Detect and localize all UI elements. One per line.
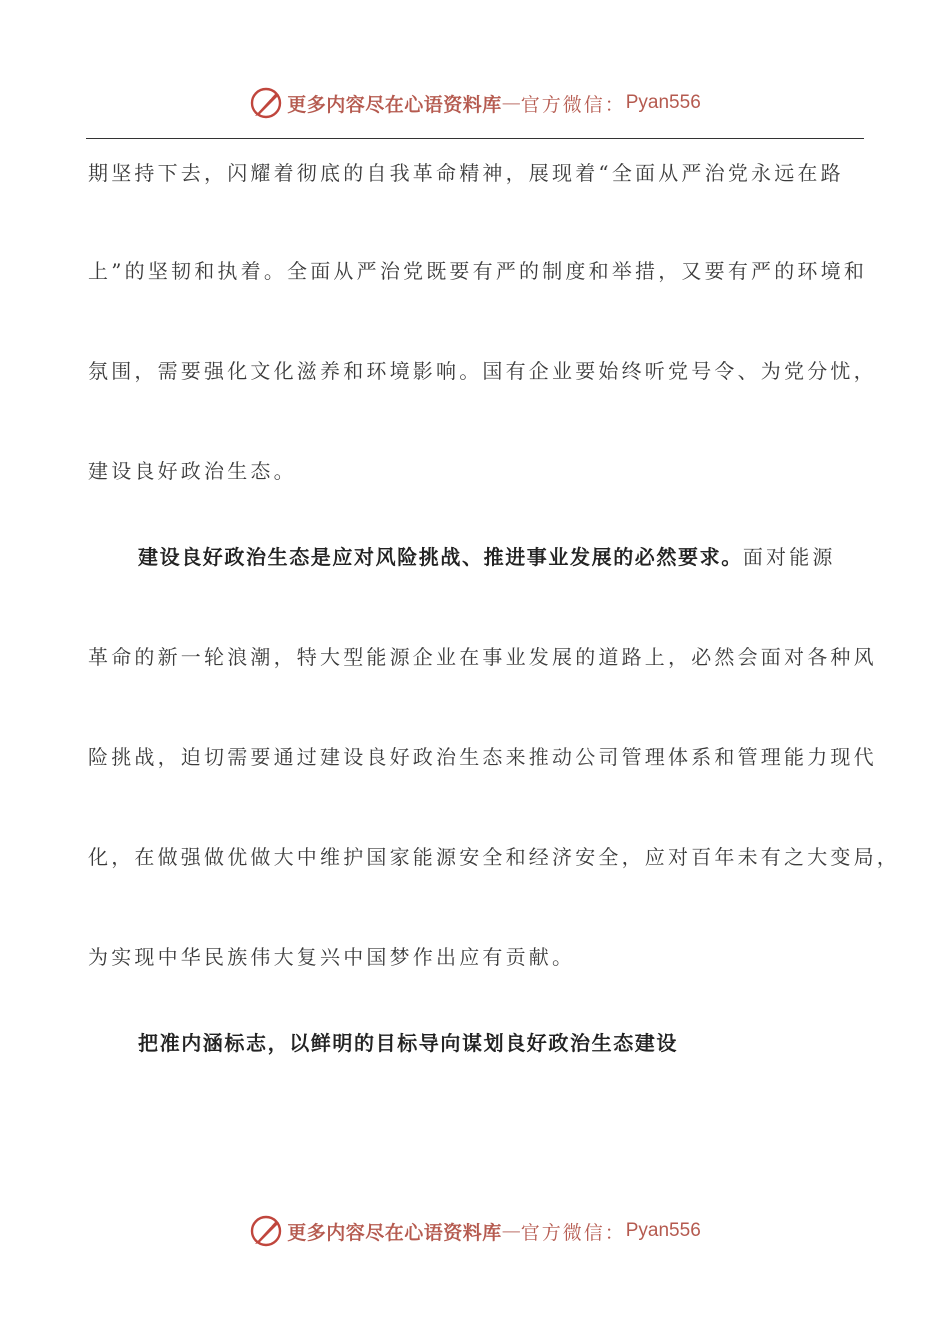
header-wechat-label: 官方微信： <box>520 93 626 116</box>
text-line: 期坚持下去，闪耀着彻底的自我革命精神，展现着“全面从严治党永远在路 <box>88 161 844 185</box>
footer-banner <box>0 1214 950 1248</box>
text-line: 建设良好政治生态。 <box>88 459 297 483</box>
footer-wechat-id: Pyan556 <box>625 1220 701 1241</box>
text-line: 氛围，需要强化文化滋养和环境影响。国有企业要始终听党号令、为党分忧， <box>88 359 877 383</box>
text-line <box>138 544 836 570</box>
quill-logo-icon <box>249 1214 283 1248</box>
header-site-name: 更多内容尽在心语资料库 <box>287 93 502 116</box>
section-heading: 把准内涵标志，以鲜明的目标导向谋划良好政治生态建设 <box>138 1031 678 1055</box>
text-line: 为实现中华民族伟大复兴中国梦作出应有贡献。 <box>88 945 576 969</box>
header-banner <box>0 86 950 120</box>
text-line: 革命的新一轮浪潮，特大型能源企业在事业发展的道路上，必然会面对各种风 <box>88 645 877 669</box>
quill-logo-icon <box>249 86 283 120</box>
paragraph-lead-rest: 面对能源 <box>742 545 836 569</box>
header-divider <box>86 138 864 139</box>
text-line: 上”的坚韧和执着。全面从严治党既要有严的制度和举措，又要有严的环境和 <box>88 259 868 283</box>
text-line: 险挑战，迫切需要通过建设良好政治生态来推动公司管理体系和管理能力现代 <box>88 745 877 769</box>
paragraph-lead-bold: 建设良好政治生态是应对风险挑战、推进事业发展的必然要求。 <box>138 545 743 569</box>
footer-dash: — <box>501 1220 521 1242</box>
text-line: 化，在做强做优做大中维护国家能源安全和经济安全，应对百年未有之大变局， <box>88 845 900 869</box>
footer-wechat-label: 官方微信： <box>520 1221 626 1244</box>
header-dash: — <box>501 92 521 114</box>
footer-site-name: 更多内容尽在心语资料库 <box>287 1221 502 1244</box>
header-wechat-id: Pyan556 <box>625 92 701 113</box>
